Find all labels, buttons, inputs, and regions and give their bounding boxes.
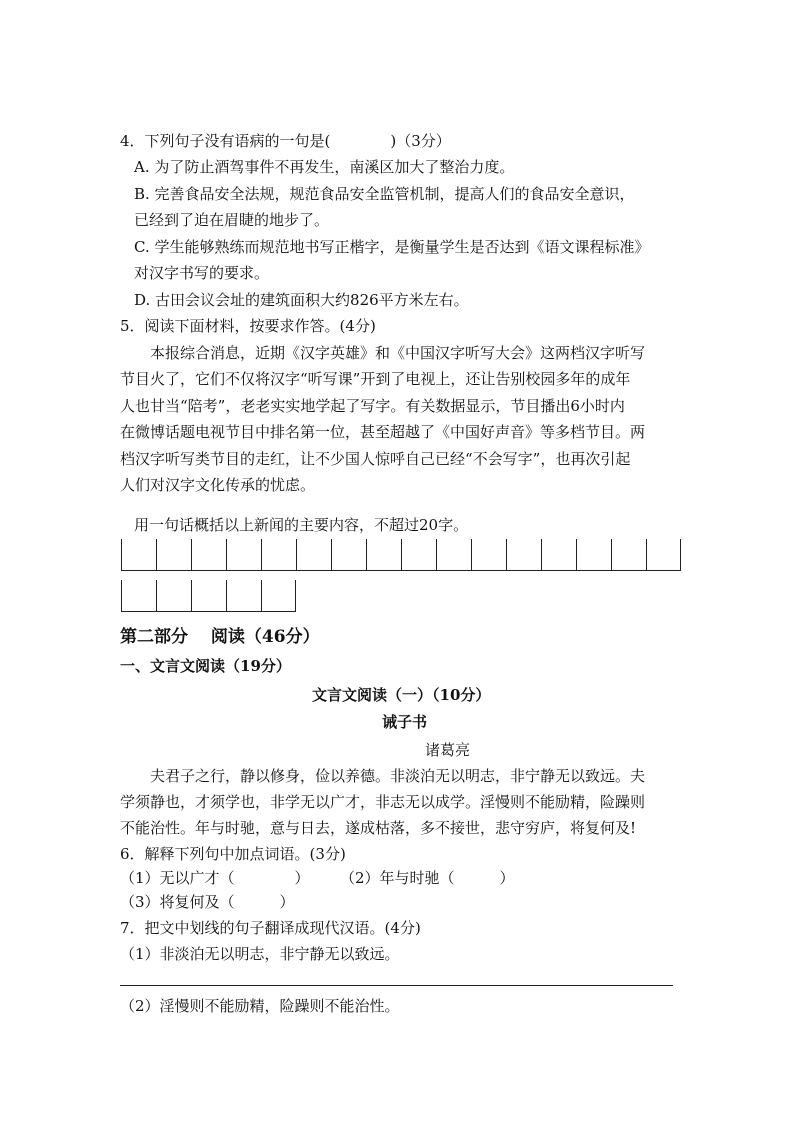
q7-item1: （1）非淡泊无以明志，非宁静无以致远。	[120, 945, 400, 963]
grid-cell[interactable]	[576, 539, 611, 571]
grid-cell[interactable]	[646, 539, 681, 571]
q5-passage-line1: 本报综合消息，近期《汉字英雄》和《中国汉字听写大会》这两档汉字听写	[150, 344, 646, 362]
essay-text-line2: 学须静也，才须学也，非学无以广才，非志无以成学。淫慢则不能励精，险躁则	[120, 793, 646, 811]
grid-cell[interactable]	[156, 539, 191, 571]
q4-option-c-line2: 对汉字书写的要求。	[134, 264, 270, 282]
grid-cell[interactable]	[156, 580, 191, 612]
grid-cell[interactable]	[331, 539, 366, 571]
q5-passage-line6: 人们对汉字文化传承的忧虑。	[120, 476, 316, 494]
grid-cell[interactable]	[121, 539, 156, 571]
q5-passage-line3: 人也甘当“陪考”，老老实实地学起了写字。有关数据显示，节目播出6小时内	[120, 397, 625, 415]
section1-heading: 一、文言文阅读（19分）	[120, 657, 291, 675]
q7-item2: （2）淫慢则不能励精，险躁则不能治性。	[120, 997, 400, 1015]
grid-cell[interactable]	[401, 539, 436, 571]
grid-cell[interactable]	[611, 539, 646, 571]
q6-item2: （2）年与时驰（ ）	[340, 869, 515, 887]
grid-cell[interactable]	[226, 580, 261, 612]
q6-item3: （3）将复何及（ ）	[120, 893, 295, 911]
grid-cell[interactable]	[121, 580, 156, 612]
grid-cell[interactable]	[471, 539, 506, 571]
grid-cell[interactable]	[261, 580, 296, 612]
grid-cell[interactable]	[436, 539, 471, 571]
q4-option-a: A. 为了防止酒驾事件不再发生，南溪区加大了整治力度。	[134, 158, 515, 176]
q4-option-d: D. 古田会议会址的建筑面积大约826平方米左右。	[134, 291, 469, 309]
q5-stem: 5．阅读下面材料，按要求作答。(4分)	[120, 317, 376, 335]
q4-option-b-line2: 已经到了迫在眉睫的地步了。	[134, 211, 330, 229]
q5-task: 用一句话概括以上新闻的主要内容，不超过20字。	[134, 516, 469, 534]
sub1-heading: 文言文阅读（一）（10分）	[312, 686, 491, 704]
q5-passage-line2: 节目火了，它们不仅将汉字“听写课”开到了电视上，还让告别校园多年的成年	[120, 370, 631, 388]
grid-cell[interactable]	[506, 539, 541, 571]
essay-title: 诫子书	[382, 713, 428, 731]
essay-author: 诸葛亮	[425, 741, 471, 759]
q5-passage-line4: 在微博话题电视节目中排名第一位，甚至超越了《中国好声音》等多档节目。两	[120, 423, 646, 441]
grid-cell[interactable]	[296, 539, 331, 571]
answer-grid-row-1[interactable]	[121, 539, 681, 571]
grid-cell[interactable]	[191, 539, 226, 571]
grid-cell[interactable]	[366, 539, 401, 571]
essay-text-line1: 夫君子之行，静以修身，俭以养德。非淡泊无以明志，非宁静无以致远。夫	[150, 767, 646, 785]
part2-title: 第二部分 阅读（46分）	[120, 627, 320, 647]
grid-cell[interactable]	[191, 580, 226, 612]
q6-item1: （1）无以广才（ ）	[120, 869, 310, 887]
grid-cell[interactable]	[261, 539, 296, 571]
answer-line[interactable]	[120, 985, 673, 986]
q6-stem: 6．解释下列句中加点词语。(3分)	[120, 845, 346, 863]
essay-text-line3: 不能治性。年与时驰，意与日去，遂成枯落，多不接世，悲守穷庐，将复何及!	[120, 819, 637, 837]
q4-stem: 4．下列句子没有语病的一句是( )（3分）	[120, 132, 451, 150]
q5-passage-line5: 档汉字听写类节目的走红，让不少国人惊呼自己已经“不会写字”，也再次引起	[120, 450, 631, 468]
answer-grid-row-2[interactable]	[121, 580, 296, 612]
q4-option-c-line1: C. 学生能够熟练而规范地书写正楷字，是衡量学生是否达到《语文课程标准》	[134, 238, 650, 256]
q7-stem: 7．把文中划线的句子翻译成现代汉语。(4分)	[120, 919, 421, 937]
q4-option-b-line1: B. 完善食品安全法规，规范食品安全监管机制，提高人们的食品安全意识，	[134, 185, 635, 203]
grid-cell[interactable]	[226, 539, 261, 571]
grid-cell[interactable]	[541, 539, 576, 571]
